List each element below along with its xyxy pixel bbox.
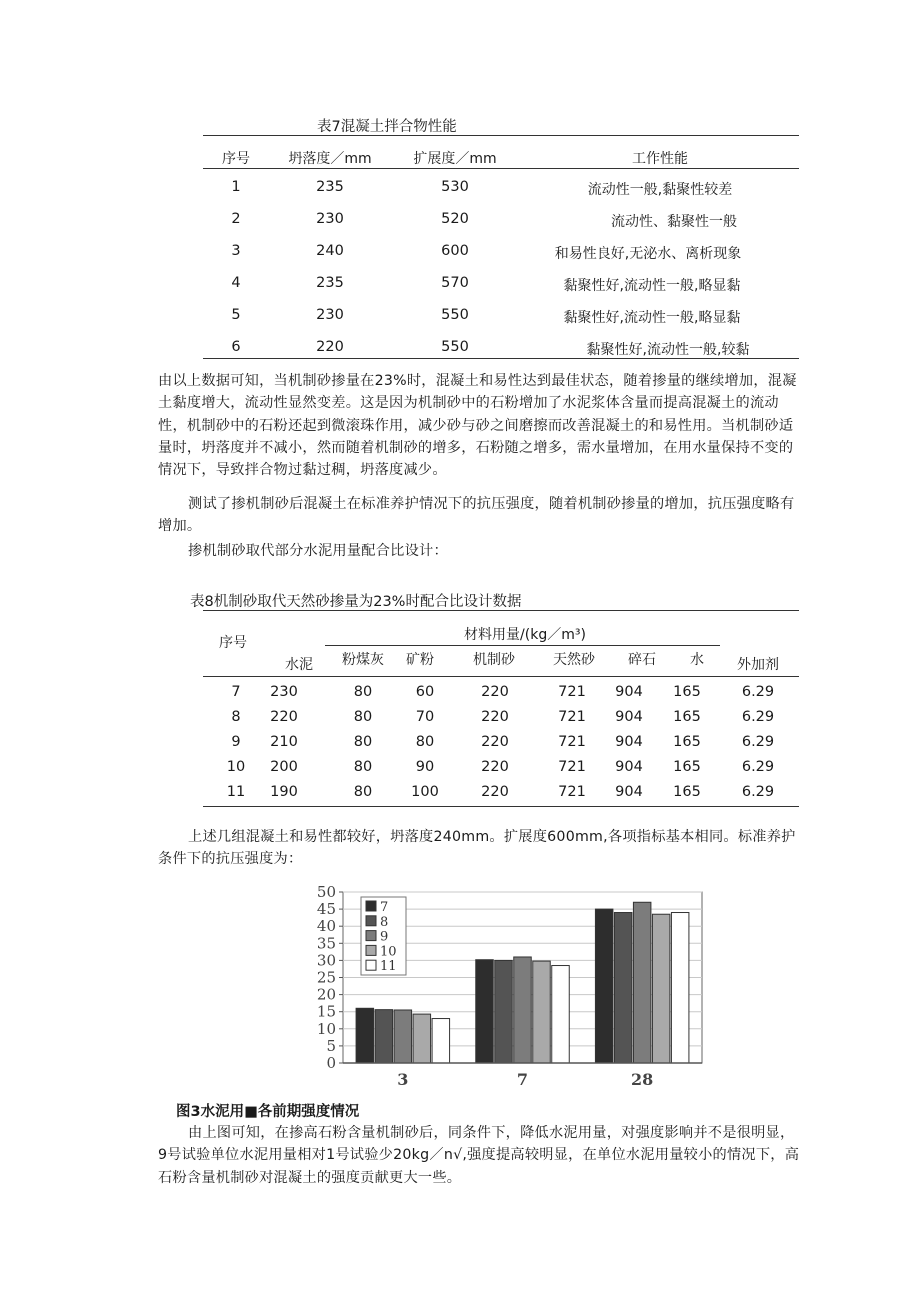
y-tick-label: 0 xyxy=(326,1054,336,1072)
y-tick-label: 25 xyxy=(316,968,336,987)
table7-cell: 黏聚性好,流动性一般,略显黏 xyxy=(563,278,741,294)
legend-swatch-11 xyxy=(366,960,376,970)
chart-legend xyxy=(361,897,406,975)
table8-cell: 230 xyxy=(270,684,298,700)
paragraph-4-text: 上述几组混凝土和易性都较好，坍落度240mm。扩展度600mm,各项指标基本相同。标准养护条件下的抗压强度为： xyxy=(158,829,796,868)
bar-series-11-age-28 xyxy=(671,913,689,1063)
y-tick-label: 10 xyxy=(316,1019,336,1038)
bar-series-10-age-28 xyxy=(652,914,670,1063)
table8-subheader-admixture: 外加剂 xyxy=(737,657,779,673)
table7-cell: 235 xyxy=(316,179,344,195)
paragraph-5 xyxy=(158,1122,800,1189)
bar-series-8-age-3 xyxy=(375,1010,393,1063)
table7-cell: 230 xyxy=(316,307,344,323)
bar-series-8-age-7 xyxy=(495,960,513,1063)
table8-cell: 80 xyxy=(415,734,435,750)
legend-swatch-10 xyxy=(366,945,376,955)
table8-bottom-rule xyxy=(203,806,799,807)
x-tick-label: 28 xyxy=(631,1070,654,1089)
table7-cell: 600 xyxy=(441,243,469,259)
paragraph-5-text: 由上图可知，在掺高石粉含量机制砂后，同条件下，降低水泥用量，对强度影响并不是很明显，9号试验单位水泥用量相对1号试验少20kg／n√,强度提高较明显，在单位水泥用量较小的情况下，高石粉含量机制砂对混凝土的强度贡献更大一些。 xyxy=(158,1125,800,1186)
table8-cell: 904 xyxy=(615,784,643,800)
table7-cell: 530 xyxy=(441,179,469,195)
bar-series-7-age-3 xyxy=(356,1008,373,1063)
table8-cell: 165 xyxy=(673,684,701,700)
table8-cell: 721 xyxy=(558,759,586,775)
table8-header-index: 序号 xyxy=(219,635,247,651)
table7-header-index: 序号 xyxy=(222,151,250,167)
table8-subheader-water: 水 xyxy=(690,652,704,668)
y-tick-label: 40 xyxy=(316,917,336,936)
y-tick-label: 20 xyxy=(316,985,336,1004)
table8-cell: 220 xyxy=(481,734,509,750)
table7-cell: 黏聚性好,流动性一般,略显黏 xyxy=(563,310,741,326)
table8-cell: 6.29 xyxy=(741,734,775,750)
table8-cell: 721 xyxy=(558,784,586,800)
table8-cell: 190 xyxy=(270,784,298,800)
table8-cell: 80 xyxy=(353,709,373,725)
table7-cell: 6 xyxy=(231,339,241,355)
table8-cell: 904 xyxy=(615,734,643,750)
table8-cell: 904 xyxy=(615,709,643,725)
table7-cell: 5 xyxy=(231,307,241,323)
x-tick-label: 3 xyxy=(397,1070,409,1089)
bar-series-11-age-7 xyxy=(552,966,570,1063)
table7-header-slump: 坍落度／mm xyxy=(288,151,372,167)
legend-label-9: 9 xyxy=(380,929,389,945)
table8-cell: 200 xyxy=(270,759,298,775)
table7-caption: 表7混凝土拌合物性能 xyxy=(317,119,457,135)
paragraph-2 xyxy=(158,493,798,538)
bar-series-10-age-3 xyxy=(413,1014,431,1063)
table8-cell: 721 xyxy=(558,709,586,725)
table8-cell: 70 xyxy=(415,709,435,725)
table8-cell: 60 xyxy=(415,684,435,700)
table8-cell: 80 xyxy=(353,684,373,700)
table7-top-rule xyxy=(203,135,799,136)
table8-cell: 165 xyxy=(673,784,701,800)
table8-cell: 6.29 xyxy=(741,684,775,700)
table8-cell: 220 xyxy=(481,784,509,800)
bar-series-8-age-28 xyxy=(614,913,632,1063)
table7-cell: 570 xyxy=(441,275,469,291)
table7-cell: 和易性良好,无泌水、离析现象 xyxy=(554,246,742,262)
table8-cell: 6.29 xyxy=(741,759,775,775)
paragraph-2-text: 测试了掺机制砂后混凝土在标准养护情况下的抗压强度，随着机制砂掺量的增加，抗压强度略有增加。 xyxy=(158,496,795,535)
table8-cell: 210 xyxy=(270,734,298,750)
y-tick-label: 5 xyxy=(326,1036,336,1055)
bar-series-9-age-7 xyxy=(514,957,532,1063)
strength-bar-chart xyxy=(306,880,706,1095)
table7-header-rule xyxy=(203,168,799,169)
table8-caption: 表8机制砂取代天然砂掺量为23%时配合比设计数据 xyxy=(190,594,522,610)
table8-subheader-slag: 矿粉 xyxy=(406,652,434,668)
table7-cell: 2 xyxy=(231,211,241,227)
table8-cell: 721 xyxy=(558,684,586,700)
paragraph-3-text: 掺机制砂取代部分水泥用量配合比设计： xyxy=(188,543,448,559)
table7-bottom-rule xyxy=(203,358,799,359)
table8-cell: 220 xyxy=(270,709,298,725)
table7-cell: 240 xyxy=(316,243,344,259)
table8-cell: 721 xyxy=(558,734,586,750)
table8-header-rule xyxy=(203,676,799,677)
y-tick-label: 45 xyxy=(316,900,336,919)
legend-swatch-7 xyxy=(366,901,376,911)
table8-cell: 7 xyxy=(231,684,241,700)
bar-series-11-age-3 xyxy=(432,1019,450,1063)
table7-cell: 黏聚性好,流动性一般,较黏 xyxy=(586,342,750,358)
paragraph-4 xyxy=(158,826,803,871)
bar-series-7-age-28 xyxy=(595,909,613,1063)
table8-group-rule xyxy=(325,645,720,646)
table8-top-rule xyxy=(203,610,799,611)
table7-cell: 235 xyxy=(316,275,344,291)
y-tick-label: 15 xyxy=(316,1002,336,1021)
table7-cell: 550 xyxy=(441,307,469,323)
bar-series-7-age-7 xyxy=(476,960,494,1063)
table8-subheader-flyash: 粉煤灰 xyxy=(342,652,384,668)
legend-label-11: 11 xyxy=(380,959,397,975)
table8-cell: 11 xyxy=(226,784,246,800)
table8-cell: 165 xyxy=(673,709,701,725)
table8-cell: 90 xyxy=(415,759,435,775)
y-tick-label: 50 xyxy=(316,883,336,901)
table8-cell: 8 xyxy=(231,709,241,725)
table8-cell: 100 xyxy=(411,784,439,800)
table7-cell: 3 xyxy=(231,243,241,259)
paragraph-3 xyxy=(188,540,798,562)
table8-cell: 6.29 xyxy=(741,784,775,800)
table7-cell: 520 xyxy=(441,211,469,227)
table7-cell: 流动性一般,黏聚性较差 xyxy=(587,182,733,198)
table7-header-workability: 工作性能 xyxy=(632,151,688,167)
table8-cell: 220 xyxy=(481,709,509,725)
y-tick-label: 35 xyxy=(316,934,336,953)
table8-cell: 220 xyxy=(481,759,509,775)
table8-subheader-msand: 机制砂 xyxy=(473,652,515,668)
table8-subheader-gravel: 碎石 xyxy=(628,652,656,668)
table8-cell: 220 xyxy=(481,684,509,700)
paragraph-1 xyxy=(158,370,798,481)
table7-cell: 1 xyxy=(231,179,241,195)
bar-series-10-age-7 xyxy=(533,961,551,1063)
table8-cell: 6.29 xyxy=(741,709,775,725)
legend-label-7: 7 xyxy=(380,900,389,915)
figure3-caption: 图3水泥用■各前期强度情况 xyxy=(176,1104,360,1120)
table8-cell: 80 xyxy=(353,734,373,750)
table7-cell: 230 xyxy=(316,211,344,227)
table8-cell: 165 xyxy=(673,759,701,775)
table7-cell: 220 xyxy=(316,339,344,355)
table8-cell: 904 xyxy=(615,684,643,700)
table7-cell: 550 xyxy=(441,339,469,355)
table8-header-group: 材料用量/(kg／m³) xyxy=(464,627,586,643)
bar-series-9-age-3 xyxy=(394,1010,412,1063)
table8-cell: 165 xyxy=(673,734,701,750)
table7-header-spread: 扩展度／mm xyxy=(413,151,497,167)
table8-cell: 10 xyxy=(226,759,246,775)
table8-subheader-nsand: 天然砂 xyxy=(553,652,595,668)
table7-cell: 流动性、黏聚性一般 xyxy=(611,214,737,230)
legend-label-10: 10 xyxy=(380,944,397,960)
y-tick-label: 30 xyxy=(316,951,336,970)
table8-cell: 80 xyxy=(353,784,373,800)
x-tick-label: 7 xyxy=(516,1070,529,1089)
legend-swatch-9 xyxy=(366,931,376,941)
table8-cell: 80 xyxy=(353,759,373,775)
paragraph-1-text: 由以上数据可知，当机制砂掺量在23%时，混凝土和易性达到最佳状态，随着掺量的继续增加，混凝土黏度增大，流动性显然变差。这是因为机制砂中的石粉增加了水泥浆体含量而提高混凝土的流动性，机制砂中的石粉还起到微滚珠作用，减少砂与砂之间磨擦而改善混凝土的和易性用。当机制砂适量时，坍落度并不减小，然而随着机制砂的增多，石粉随之增多，需水量增加，在用水量保持不变的情况下，导致拌合物过黏过稠，坍落度减少。 xyxy=(158,373,797,479)
table7-cell: 4 xyxy=(231,275,241,291)
table8-cell: 904 xyxy=(615,759,643,775)
legend-label-8: 8 xyxy=(380,914,389,930)
table8-subheader-cement: 水泥 xyxy=(285,657,313,673)
table8-cell: 9 xyxy=(231,734,241,750)
legend-swatch-8 xyxy=(366,916,376,926)
bar-series-9-age-28 xyxy=(633,902,651,1063)
